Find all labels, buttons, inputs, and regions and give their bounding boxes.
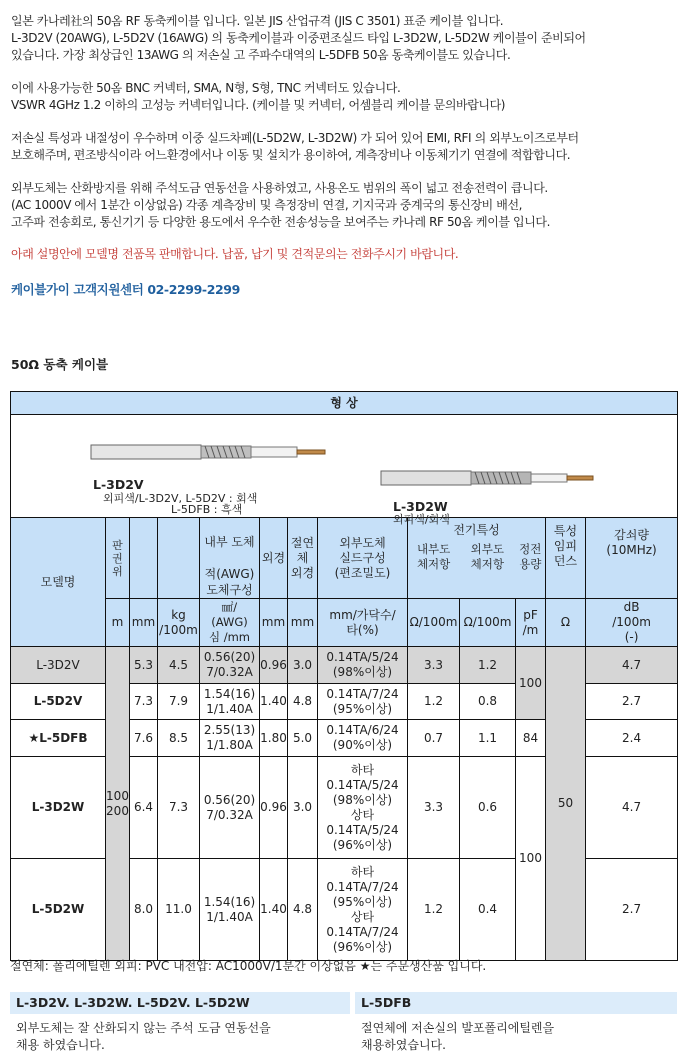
unit-capacitance: pF /m — [516, 599, 546, 647]
conductor-value: 2.55(13) 1/1.80A — [200, 720, 260, 757]
r-out-value: 1.1 — [460, 720, 516, 757]
img-right-name: L-3D2W — [393, 499, 448, 514]
shield-paragraph — [11, 130, 579, 164]
col-r-in: 내부도 체저항 — [416, 542, 451, 571]
impedance-value: 50 — [546, 647, 586, 961]
insulator-od-value: 3.0 — [288, 647, 318, 684]
attenuation-value: 2.7 — [586, 859, 678, 961]
model-name: L-5D2W — [11, 859, 106, 961]
col-attenuation: 감쇠량 (10MHz) — [586, 518, 678, 599]
length-value: 100 200 — [106, 647, 130, 961]
feature-left — [10, 992, 350, 1054]
connectors-line: VSWR 4GHz 1.2 이하의 고성능 커넥터입니다. (케이블 및 커넥터, 어셈블리 케이블 문의바랍니다) — [11, 98, 506, 112]
unit-conductor: ㎟/ (AWG) 심 /mm — [200, 599, 260, 647]
shield-value: 하타 0.14TA/7/24 (95%이상) 상타 0.14TA/7/24 (96%이상) — [318, 859, 408, 961]
intro-line: 일본 카나레社의 50옴 RF 동축케이블 입니다. 일본 JIS 산업규격 (JIS C 3501) 표준 케이블 입니다. — [11, 14, 504, 28]
col-weight-blank — [158, 518, 200, 599]
od-value: 7.3 — [130, 684, 158, 720]
col-capacitance: 정전 용량 — [519, 542, 542, 571]
cable-images — [11, 415, 678, 526]
col-unit: 판 권 위 — [106, 518, 130, 599]
feature-right-title: L-5DFB — [355, 992, 677, 1014]
col-impedance: 특성 임피 던스 — [546, 518, 586, 599]
col-model: 모델명 — [11, 518, 106, 647]
model-name: L-5D2V — [11, 684, 106, 720]
model-name: L-3D2W — [11, 757, 106, 859]
attenuation-value: 2.7 — [586, 684, 678, 720]
col-inner — [200, 518, 260, 599]
img-left-line2: L-5DFB : 흑색 — [171, 503, 243, 516]
model-name: L-3D2V — [11, 647, 106, 684]
insulator-od-value: 5.0 — [288, 720, 318, 757]
insulator-od-value: 4.8 — [288, 859, 318, 961]
weight-value: 11.0 — [158, 859, 200, 961]
unit-r-out: Ω/100m — [460, 599, 516, 647]
col-electrical — [408, 518, 546, 599]
unit-insulator-od: mm — [288, 599, 318, 647]
unit-impedance: Ω — [546, 599, 586, 647]
weight-value: 7.3 — [158, 757, 200, 859]
conductor-line: 외부도체는 산화방지를 위해 주석도금 연동선을 사용하였고, 사용온도 범위의 폭이 넓고 전송전력이 큽니다. — [11, 181, 548, 195]
col-inner-title: 내부 도체 — [204, 535, 255, 549]
shield-value: 하타 0.14TA/5/24 (98%이상) 상타 0.14TA/5/24 (96%이상) — [318, 757, 408, 859]
unit-conductor-od: mm — [260, 599, 288, 647]
conductor-value: 0.56(20) 7/0.32A — [200, 757, 260, 859]
spec-table — [10, 391, 678, 961]
insulator-od-value: 4.8 — [288, 684, 318, 720]
r-in-value: 3.3 — [408, 647, 460, 684]
r-out-value: 0.4 — [460, 859, 516, 961]
od-value: 5.3 — [130, 647, 158, 684]
shield-line: 저손실 특성과 내절성이 우수하며 이중 실드차폐(L-5D2W, L-3D2W) 가 되어 있어 EMI, RFI 의 외부노이즈로부터 — [11, 131, 579, 145]
capacitance-value: 84 — [516, 720, 546, 757]
table-caption: 절연체: 폴리에틸렌 외피: PVC 내전압: AC1000V/1분간 이상없음 ★는 주문생산품 입니다. — [10, 959, 487, 973]
intro-paragraph — [11, 13, 586, 64]
unit-od: mm — [130, 599, 158, 647]
col-inner-od: 외경 — [260, 518, 288, 599]
notice-text: 아래 설명안에 모델명 전품목 판매합니다. 납품, 납기 및 견적문의는 전화주시기 바랍니다. — [11, 247, 459, 261]
r-out-value: 0.8 — [460, 684, 516, 720]
shield-value: 0.14TA/6/24 (90%이상) — [318, 720, 408, 757]
unit-attenuation: dB /100m (-) — [586, 599, 678, 647]
col-inner-sub: 적(AWG) 도체구성 — [204, 567, 255, 597]
conductor-line: 고주파 전송회로, 통신기기 등 다양한 용도에서 우수한 전송성능을 보여주는 카나레 RF 50옴 케이블 입니다. — [11, 215, 551, 229]
attenuation-value: 4.7 — [586, 757, 678, 859]
weight-value: 4.5 — [158, 647, 200, 684]
section-title: 50Ω 동축 케이블 — [11, 357, 109, 372]
connectors-paragraph — [11, 80, 505, 114]
od-value: 6.4 — [130, 757, 158, 859]
conductor-paragraph — [11, 180, 550, 231]
unit-weight: kg /100m — [158, 599, 200, 647]
col-outer: 외부도체 실드구성 (편조밀도) — [318, 518, 408, 599]
table-row — [11, 647, 678, 684]
attenuation-value: 4.7 — [586, 647, 678, 684]
cable-l3d2w-image — [379, 459, 599, 499]
attenuation-value: 2.4 — [586, 720, 678, 757]
conductor-od-value: 1.80 — [260, 720, 288, 757]
r-in-value: 3.3 — [408, 757, 460, 859]
cable-l3d2v-image — [89, 429, 329, 479]
model-name: ★L-5DFB — [11, 720, 106, 757]
conductor-od-value: 1.40 — [260, 859, 288, 961]
shape-header: 형 상 — [11, 392, 678, 415]
img-right-line1: 외피색/회색 — [393, 513, 450, 526]
od-value: 7.6 — [130, 720, 158, 757]
shield-value: 0.14TA/7/24 (95%이상) — [318, 684, 408, 720]
weight-value: 7.9 — [158, 684, 200, 720]
feature-left-title: L-3D2V. L-3D2W. L-5D2V. L-5D2W — [10, 992, 350, 1014]
shield-line: 보호해주며, 편조방식이라 어느환경에서나 이동 및 설치가 용이하여, 계측장비나 이동체기기 연결에 적합합니다. — [11, 148, 571, 162]
feature-left-text: 외부도체는 잘 산화되지 않는 주석 도금 연동선을 채용 하였습니다. — [16, 1021, 271, 1052]
capacitance-value: 100 — [516, 647, 546, 720]
col-electrical-title: 전기특성 — [453, 523, 500, 537]
conductor-od-value: 1.40 — [260, 684, 288, 720]
intro-line: L-3D2V (20AWG), L-5D2V (16AWG) 의 동축케이블과 이중편조실드 타입 L-3D2W, L-5D2W 케이블이 준비되어 — [11, 31, 586, 45]
conductor-value: 1.54(16) 1/1.40A — [200, 859, 260, 961]
od-value: 8.0 — [130, 859, 158, 961]
intro-line: 있습니다. 가장 최상급인 13AWG 의 저손실 고 주파수대역의 L-5DFB 50옴 동축케이블도 있습니다. — [11, 48, 511, 62]
connectors-line: 이에 사용가능한 50옴 BNC 커넥터, SMA, N형, S형, TNC 커넥터도 있습니다. — [11, 81, 401, 95]
conductor-line: (AC 1000V 에서 1분간 이상없음) 각종 계측장비 및 측정장비 연결, 기지국과 중계국의 통신장비 배선, — [11, 198, 523, 212]
unit-length: m — [106, 599, 130, 647]
capacitance-value: 100 — [516, 757, 546, 961]
weight-value: 8.5 — [158, 720, 200, 757]
r-in-value: 1.2 — [408, 859, 460, 961]
insulator-od-value: 3.0 — [288, 757, 318, 859]
col-od-blank — [130, 518, 158, 599]
img-left-name: L-3D2V — [93, 477, 144, 492]
unit-r-in: Ω/100m — [408, 599, 460, 647]
r-out-value: 1.2 — [460, 647, 516, 684]
r-in-value: 1.2 — [408, 684, 460, 720]
shield-value: 0.14TA/5/24 (98%이상) — [318, 647, 408, 684]
img-left-line1: 외피색/L-3D2V, L-5D2V : 회색 — [103, 492, 258, 505]
conductor-value: 1.54(16) 1/1.40A — [200, 684, 260, 720]
col-r-out: 외부도 체저항 — [470, 542, 504, 571]
conductor-od-value: 0.96 — [260, 647, 288, 684]
feature-right-text: 절연체에 저손실의 발포폴리에틸렌을 채용하였습니다. — [361, 1021, 555, 1052]
conductor-od-value: 0.96 — [260, 757, 288, 859]
col-insulator: 절연 체 외경 — [288, 518, 318, 599]
conductor-value: 0.56(20) 7/0.32A — [200, 647, 260, 684]
unit-shield: mm/가닥수/ 타(%) — [318, 599, 408, 647]
support-link[interactable]: 케이블가이 고객지원센터 02-2299-2299 — [11, 282, 240, 297]
r-out-value: 0.6 — [460, 757, 516, 859]
r-in-value: 0.7 — [408, 720, 460, 757]
feature-right — [355, 992, 677, 1054]
